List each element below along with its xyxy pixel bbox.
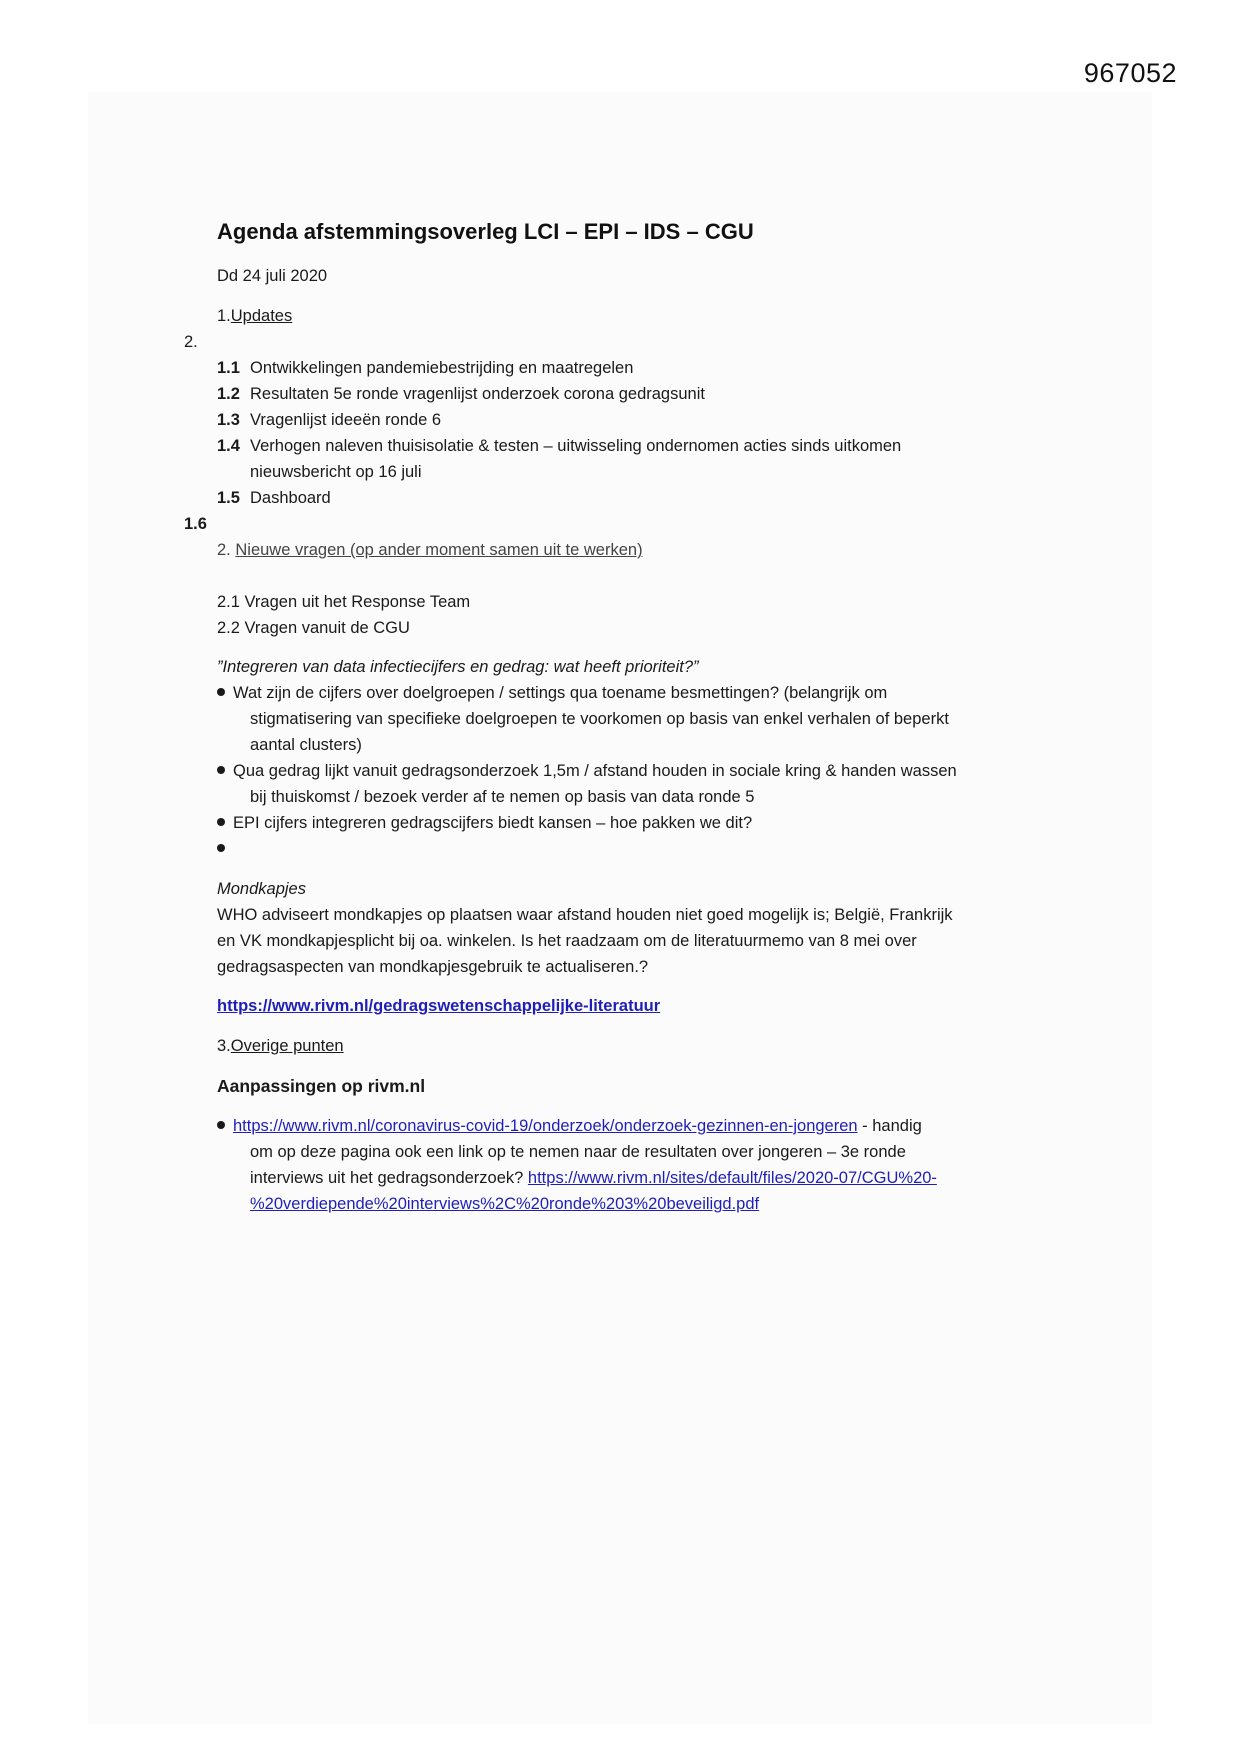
section-1-label: Updates <box>230 307 293 325</box>
bullet-1-line-3: aantal clusters) <box>250 736 362 754</box>
bullet-2-line-2: bij thuiskomst / bezoek verder af te nemen op basis van data ronde 5 <box>250 788 755 806</box>
subitem-2-2: 2.2 Vragen vanuit de CGU <box>217 619 410 637</box>
agenda-item-1-4 <box>217 433 901 459</box>
bullet-icon <box>217 766 225 774</box>
bullet-1-line-1 <box>217 680 887 706</box>
bullet-text: interviews uit het gedragsonderzoek? <box>250 1169 528 1187</box>
bullet-text: - handig <box>857 1117 922 1135</box>
mondkapjes-line-1: WHO adviseert mondkapjes op plaatsen waar afstand houden niet goed mogelijk is; België, Frankrijk <box>217 906 953 924</box>
meeting-date: Dd 24 juli 2020 <box>217 267 328 285</box>
literature-link-row <box>217 993 660 1019</box>
agenda-item-text: Resultaten 5e ronde vragenlijst onderzoek corona gedragsunit <box>250 385 705 403</box>
section-2-number: 2. <box>217 541 231 559</box>
bullet-3-line-1 <box>217 810 752 836</box>
agenda-item-1-5 <box>217 485 331 511</box>
bullet-icon <box>217 818 225 826</box>
agenda-item-1-4-continuation: nieuwsbericht op 16 juli <box>250 463 422 481</box>
bullet-icon <box>217 844 225 852</box>
stray-item-number: 1.6 <box>184 515 207 533</box>
rivm-bullet-line-4 <box>250 1191 759 1217</box>
bullet-text: EPI cijfers integreren gedragscijfers biedt kansen – hoe pakken we dit? <box>233 814 753 832</box>
section-1-number: 1. <box>217 307 231 325</box>
literature-link[interactable]: https://www.rivm.nl/gedragswetenschappelijke-literatuur <box>217 997 661 1015</box>
cgu-interviews-link-continuation[interactable]: %20verdiepende%20interviews%2C%20ronde%203%20beveiligd.pdf <box>250 1195 760 1213</box>
rivm-bullet-line-2: om op deze pagina ook een link op te nemen naar de resultaten over jongeren – 3e ronde <box>250 1143 906 1161</box>
gezinnen-jongeren-link[interactable]: https://www.rivm.nl/coronavirus-covid-19/onderzoek/onderzoek-gezinnen-en-jongeren <box>233 1117 858 1135</box>
agenda-item-number: 1.1 <box>217 359 240 377</box>
bullet-text: Wat zijn de cijfers over doelgroepen / settings qua toename besmettingen? (belangrijk om <box>233 684 888 702</box>
cgu-interviews-link[interactable]: https://www.rivm.nl/sites/default/files/2020-07/CGU%20- <box>527 1169 937 1187</box>
agenda-item-text: Dashboard <box>250 489 331 507</box>
bullet-icon <box>217 688 225 696</box>
agenda-item-number: 1.2 <box>217 385 240 403</box>
subitem-2-1: 2.1 Vragen uit het Response Team <box>217 593 471 611</box>
rivm-bullet-line-3 <box>250 1165 937 1191</box>
section-3-heading <box>217 1033 344 1059</box>
agenda-item-number: 1.5 <box>217 489 240 507</box>
stray-list-number: 2. <box>184 333 198 351</box>
rivm-bullet-line-1 <box>217 1113 922 1139</box>
mondkapjes-line-2: en VK mondkapjesplicht bij oa. winkelen. Is het raadzaam om de literatuurmemo van 8 mei over <box>217 932 917 950</box>
priority-question: ”Integreren van data infectiecijfers en gedrag: wat heeft prioriteit?” <box>217 658 699 676</box>
document-number: 967052 <box>1083 58 1177 88</box>
agenda-item-text: Verhogen naleven thuisisolatie & testen – uitwisseling ondernomen acties sinds uitkomen <box>250 437 902 455</box>
section-3-label: Overige punten <box>230 1037 344 1055</box>
bullet-icon <box>217 1121 225 1129</box>
agenda-item-text: Ontwikkelingen pandemiebestrijding en maatregelen <box>250 359 634 377</box>
mondkapjes-line-3: gedragsaspecten van mondkapjesgebruik te actualiseren.? <box>217 958 649 976</box>
agenda-item-1-2 <box>217 381 705 407</box>
mondkapjes-heading: Mondkapjes <box>217 880 306 898</box>
section-1-heading <box>217 303 292 329</box>
agenda-item-text: Vragenlijst ideeën ronde 6 <box>250 411 442 429</box>
section-3-number: 3. <box>217 1037 231 1055</box>
bullet-4-empty <box>217 836 233 862</box>
bullet-text: Qua gedrag lijkt vanuit gedragsonderzoek 1,5m / afstand houden in sociale kring & handen wassen <box>233 762 957 780</box>
agenda-item-number: 1.3 <box>217 411 240 429</box>
section-2-label: Nieuwe vragen (op ander moment samen uit te werken) <box>235 541 643 559</box>
bullet-1-line-2: stigmatisering van specifieke doelgroepen te voorkomen op basis van enkel verhalen of beperkt <box>250 710 949 728</box>
bullet-2-line-1 <box>217 758 957 784</box>
page-title: Agenda afstemmingsoverleg LCI – EPI – IDS – CGU <box>217 219 754 244</box>
agenda-item-1-1 <box>217 355 633 381</box>
agenda-item-1-3 <box>217 407 441 433</box>
agenda-item-number: 1.4 <box>217 437 240 455</box>
rivm-subheading: Aanpassingen op rivm.nl <box>217 1076 426 1096</box>
section-2-heading <box>217 537 643 563</box>
